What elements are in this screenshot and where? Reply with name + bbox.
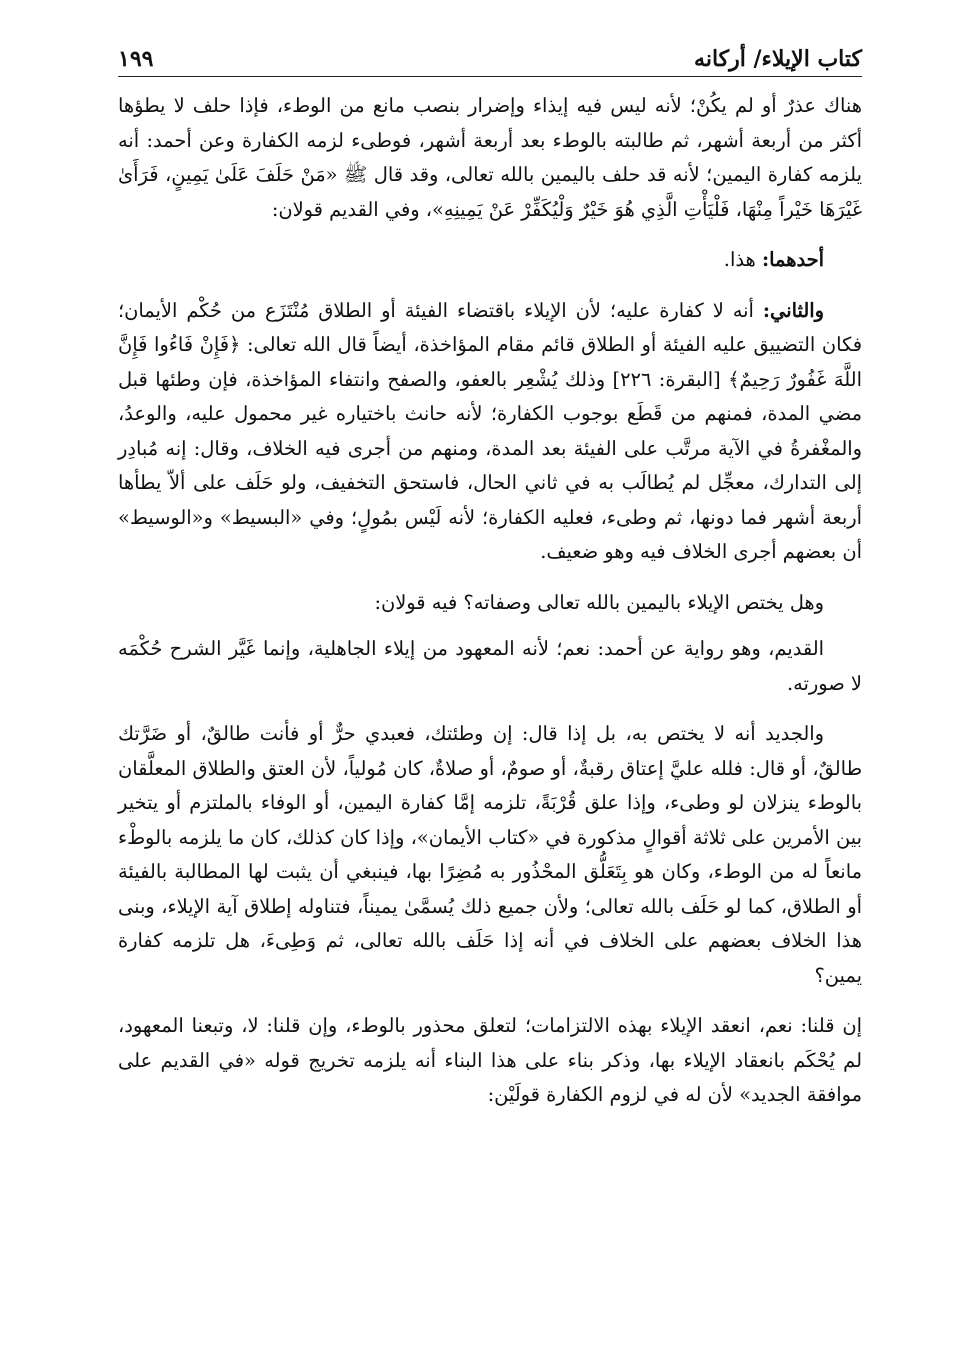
page-number: ١٩٩ [118,46,154,72]
paragraph-3 [118,294,862,570]
paragraph-3-lead: والثاني: [762,298,825,322]
chapter-title: كتاب الإيلاء/ أركانه [694,46,862,72]
paragraph-1: هناك عذرٌ أو لم يكُنْ؛ لأنه ليس فيه إيذاء وإضرار بنصب مانع من الوطء، فإذا حلف لا يطؤها أكثر من أربعة أشهر، ثم طالبته بالوطء بعد أربعة أشهر، فوطىء لزمه الكفارة وعن أحمد: أنه يلزمه كفارة اليمين؛ لأنه قد حلف باليمين بالله تعالى، وقد قال ﷺ «مَنْ حَلَفَ عَلَىٰ يَمِينٍ، فَرَأَىٰ غَيْرَهَا خَيْراً مِنْهَا، فَلْيَأْتِ الَّذِي هُوَ خَيْرٌ وَلْيُكَفِّرْ عَنْ يَمِينِهِ»، وفي القديم قولان: [118,94,862,221]
paragraph-3-text: أنه لا كفارة عليه؛ لأن الإيلاء باقتضاء الفيئة أو الطلاق مُنْتَزَع من حُكْم الأيمان؛ فكان التضييق عليه الفيئة أو الطلاق قائم مقام المؤاخذة، أيضاً قال الله تعالى: ﴿فَإِنْ فَاءُوا فَإِنَّ اللَّهَ غَفُورٌ رَحِيمٌ﴾ [البقرة: ٢٢٦] وذلك يُشْعِر بالعفو، والصفح وانتفاء المؤاخذة، فإن وطئها قبل مضي المدة، فمنهم من قَطَع بوجوب الكفارة؛ لأنه حانث باختياره غير محمول عليه، والوعدُ، والمغْفرةُ في الآية مرتَّب على الفيئة بعد المدة، ومنهم من أجرى فيه الخلاف، وقال: إنه مُبادِر إلى التدارك، معجِّل لم يُطالَب به في ثاني الحال، فاستحق التخفيف، ولو حَلَف على ألاّ يطأها أربعة أشهر فما دونها، ثم وطىء، فعليه الكفارة؛ لأنه لَيْس بمُولٍ؛ وفي «البسيط» و«الوسيط» أن بعضهم أجرى الخلاف فيه وهو ضعيف. [118,298,862,563]
paragraph-5: القديم، وهو رواية عن أحمد: نعم؛ لأنه المعهود من إيلاء الجاهلية، وإنما غَيَّر الشرح حُكْمَه لا صورته. [118,637,862,695]
running-header [118,28,862,77]
paragraph-2 [118,243,862,278]
paragraph-2-lead: أحدهما: [761,248,824,271]
paragraph-6: والجديد أنه لا يختص به، بل إذا قال: إن وطئتك، فعبدي حرٌّ أو فأنت طالقٌ، أو ضَرَّتك طالقٌ، أو قال: فلله عليَّ إعتاق رقبةٌ، أو صومٌ، أو صلاةٌ، كان مُولياً، لأن العتق والطلاق المعلَّقان بالوطء ينزلان لو وطىء، وإذا علق قُرْبَةً، تلزمه إمَّا كفارة اليمين، أو الوفاء بالملتزم أو يتخير بين الأمرين على ثلاثة أقوالٍ مذكورة في «كتاب الأيمان»، وإذا كان كذلك، كان ما يلزمه بالوطْء مانعاً له من الوطء، وكان هو بِتَعَلُّق المحْذُور به مُضِرًا بها، فينبغي أن يثبت لها المطالبة بالفيئة أو الطلاق، كما لو حَلَف بالله تعالى؛ ولأن جميع ذلك يُسمَّىٰ يميناً، فتناوله إطلاق آية الإيلاء، وبنى هذا الخلاف بعضهم على الخلاف في أنه إذا حَلَف بالله تعالى، ثم وَطِىءَ، هل تلزمه كفارة يمين؟ [118,722,862,987]
paragraph-2-text: هذا. [723,248,756,271]
paragraph-4: وهل يختص الإيلاء باليمين بالله تعالى وصفاته؟ فيه قولان: [374,590,824,614]
main-text [118,89,862,1113]
paragraph-7: إن قلنا: نعم، انعقد الإيلاء بهذه الالتزامات؛ لتعلق محذور بالوطء، وإن قلنا: لا، وتبعنا المعهود، لم يُحْكَم بانعقاد الإيلاء بها، وذكر بناء على هذا البناء أنه يلزمه تخريج قوله «في القديم على موافقة الجديد» لأن له في لزوم الكفارة قولَيْن: [118,1014,862,1106]
